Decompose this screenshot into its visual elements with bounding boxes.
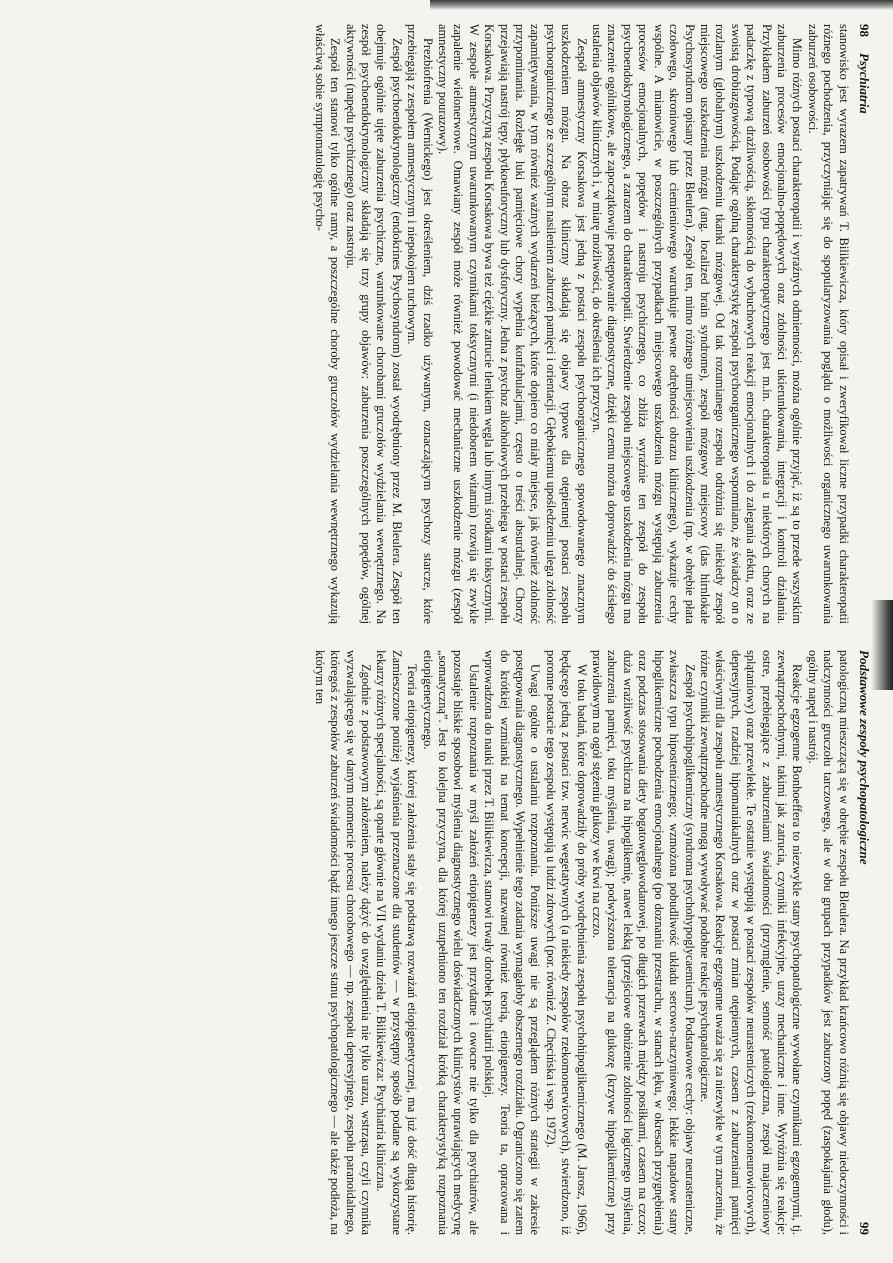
page-98: [312, 24, 872, 624]
running-title: Psychiatria: [857, 53, 872, 114]
paragraph: patologiczną mieszczącą się w obrębie zespołu Bleulera. Na przykład krańcowo różnią się objawy niedoczynności i nadczynności gruczołu tarczowego, ale w obu grupach przypadków jest zaburzony popęd (zaspokajania głodu), ogólny napęd i nastrój.: [805, 650, 851, 1235]
page-header: [857, 24, 872, 624]
paragraph: Teoria etiopigenezy, której założenia stały się podstawą rozważań etiopigenetycznej, ma już dość długą historię. Zamieszczone poniżej wyjaśnienia przeznaczone dla studentów — w przystępny sposób podane są wykorzystane lekarzy różnych specjalności, są oparte głównie na VII wydaniu dzieła T. Bilikiewicza: Psychiatria kliniczna.: [374, 650, 420, 1235]
paragraph: Zespół psychohipoglikemiczny (syndroma psychohypoglycaemicum). Podstawowe cechy: objawy neurasteniczne, zwłaszcza typu hipostenicznego; wzmożona pobudliwość układu sercowo-naczyniowego; lekkie napadowe stany hipoglikemiczne pochodzenia emocjonalnego (po doznaniu przestrachu, w stanach lęku, w okresach przygnębienia) oraz podczas stosowania diety bogatowęglowodanowej, po długich przerwach między posiłkami, czasem na czczo; duża wrażliwość psychiczna na hipoglikemię, nawet lekką (przejściowe obniżenie zdolności logicznego myślenia, zaburzenia pamięci, toku myślenia, uwagi); podwyższona tolerancja na glukozę (krzywe hipoglikemiczne) przy prawidłowym na ogół stężeniu glukozy we krwi na czczo.: [590, 650, 697, 1235]
paragraph: Zespół psychoendokrynologiczny (endokrines Psychosyndrom) został wyodrębniony przez M. Bleulera. Zespół ten obejmuje ogólnie ujęte zaburzenia psychiczne, warunkowane chorobami gruczołów wydzielania wewnętrznego. Na zespół psychoendokrynologiczny składają się trzy grupy objawów: zaburzenia poszczególnych popędów, ogólnej aktywności (napędu psychicznego) oraz nastroju.: [343, 24, 404, 624]
page-number: 99: [857, 1222, 872, 1235]
paragraph: stanowisko jest wyrazem zapatrywań T. Bilikiewicza, który opisał i zweryfikował liczne przypadki charakteropatii różnego pochodzenia, przyczyniając się do spopularyzowania poglądu o możliwości organicznego uwarunkowania zaburzeń osobowości.: [805, 24, 851, 624]
paragraph: W toku badań, które doprowadziły do próby wyodrębnienia zespołu psychohipoglikemicznego (M. Jarosz, 1966), będącego jedną z postaci tzw. nerwic wegetatywnych (a niekiedy zespołów rzekomonerwicowych), stwierdzono, iż poronne postacie tego zespołu występują u ludzi zdrowych (por. również Z. Chęcińska i wsp. 1972).: [543, 650, 589, 1235]
page-header: [857, 650, 872, 1235]
page-number: 98: [857, 24, 872, 37]
paragraph: Zespół amnestyczny Korsakowa jest jedną z postaci zespołu psychoorganicznego spowodowanego znacznym uszkodzeniem mózgu. Na obraz kliniczny składają się objawy typowe dla otępiennej postaci zespołu psychoorganicznego ze szczególnym nasileniem zaburzeń pamięci i orientacji. Głębokiemu upośledzeniu ulega zdolność zapamiętywania, w tym również ważnych wydarzeń bieżących, które dopiero co miały miejsce, jak również zdolność przypominania. Rozległe luki pamięciowe chory wypełnia konfabulacjami, często o treści absurdalnej. Chorzy przejawiają nastrój tępy, płytkoeuforyczny lub dysforyczny. Jedna z psychoz alkoholowych przebiega w postaci zespołu Korsakowa. Przyczyną zespołu Korsakowa bywa też ciężkie zatrucie tlenkiem węgla lub innymi środkami toksycznymi. W zespole amnestycznym uwarunkowanym czynnikami toksycznymi (i niedoborem witamin) rozwija się zwykle zapalenie wielonerwowe. Omawiany zespół może również powodować mechaniczne uszkodzenie mózgu (zespół amnestyczny pourazowy).: [436, 24, 589, 624]
page-99: [312, 650, 872, 1235]
paragraph: Ustalenie rozpoznania w myśl założeń etiopigenezy jest przydatne i owocne nie tylko dla psychiatrów, ale pozostaje bliskie sposobowi myślenia diagnostycznego wielu doświadczonych klinicystów uprawiających medycynę „somatyczną”. Jest to kolejna przyczyna, dla której uzupełniono ten rozdział krótką charakterystyką rozpoznania etiopigenetycznego.: [420, 650, 481, 1235]
paragraph: Prezbiofrenia (Wernickego) jest określeniem, dziś rzadko używanym, oznaczającym psychozy starcze, które przebiegają z zespołem amnestycznym i niepokojem ruchowym.: [405, 24, 435, 624]
scan-edge-shadow-top: [430, 0, 893, 10]
scan-edge-shadow-right: [871, 600, 893, 690]
paragraph: Mimo różnych postaci charakteropatii i wyraźnych odmienności, można ogólnie przyjąć, iż są to przede wszystkim zaburzenia procesów emocjonalno-popędowych oraz zdolności ukierunkowania, integracji i kontroli działania. Przykładem zaburzeń osobowości typu charakteropatycznego jest m.in. charakteropatia u niektórych chorych na padaczkę z typową drażliwością, skłonnością do wybuchowych reakcji emocjonalnych i do zalegania afektu, oraz ze swoistą drobiazgowością. Podając ogólną charakterystykę zespołu psychoorganicznego wspomniano, że świadczy on o rozlanym (globalnym) uszkodzeniu tkanki mózgowej. Od tak rozumianego zespołu odróżnia się niekiedy zespół miejscowego uszkodzenia mózgu (ang. localized brain syndrome), zespół mózgowy miejscowy (das hirnlokale Psychosyndrom opisany przez Bleulera). Zespół ten, mimo różnego umiejscowienia uszkodzenia (np. w obrębie płata czołowego, skroniowego lub ciemieniowego warunkuje pewne odrębności obrazu klinicznego), wykazuje cechy wspólne. A mianowicie, w poszczególnych przypadkach miejscowego uszkodzenia mózgu występują zaburzenia procesów emocjonalnych, popędów i nastroju psychicznego, co zbliża wyraźnie ten zespół do zespołu psychoendokrynologicznego, a zarazem do charakteropatii. Stwierdzenie zespołu miejscowego uszkodzenia mózgu ma znaczenie ogólnikowe, ale zapoczątkowuje postępowanie diagnostyczne, dzięki czemu można doprowadzić do ścisłego ustalenia objawów klinicznych i, w miarę możliwości, do określenia ich przyczyn.: [590, 24, 805, 624]
paragraph: Uwagi ogólne o ustalaniu rozpoznania. Poniższe uwagi nie są przeglądem różnych strategii w zakresie postępowania diagnostycznego. Wypełnienie tego zadania wymagałoby obszernego rozdziału. Ograniczono się zatem do krótkiej wzmianki na temat koncepcji, nazwanej również teorią, etiopigenezy. Teoria ta, opracowana i wprowadzona do nauki przez T. Bilikiewicza, stanowi trwały dorobek psychiatrii polskiej.: [482, 650, 543, 1235]
paragraph: Zespół ten stanowi tylko ogólne ramy, a poszczególne choroby gruczołów wydzielania wewnętrznego wykazują właściwą sobie symptomatologię psycho-: [312, 24, 343, 624]
running-title: Podstawowe zespoły psychopatologiczne: [857, 650, 872, 865]
paragraph: Reakcje egzogenne Bonhoeffera to niezwykle stany psychopatologiczne wywołane czynnikami egzogennymi, tj. zewnątrzpochodnymi, takimi jak zatrucia, czynniki infekcyjne, urazy mechaniczne i inne. Wyróżnia się reakcje: ostre, przebiegające z zaburzeniami świadomości (przymglenie, senność patologiczna, zespół majaczeniowy splątaniowy) oraz przewlekłe. Te ostatnie występują w postaci zespołów neurasteniczych (rzekomoneurowicowych), depresyjnych, rzadziej hipomaniakalnych oraz w postaci zmian otępiennych, czasem z zaburzeniami pamięci właściwymi dla zespołu amnestycznego Korsakowa. Reakcje egzogenne uważa się za niezwykłe w tym znaczeniu, że różne czynniki zewnątrzpochodne mogą wywoływać podobne reakcje psychopatologiczne.: [697, 650, 805, 1235]
paragraph: Zgodnie z podstawowym założeniem, należy dążyć do uwzględnienia nie tylko urazu, wstrząsu, czyli czynnika wyzwalającego się w danym momencie procesu chorobowego — np. zespołu depresyjnego, zespołu paranoidalnego, któregoś z zespołów zaburzeń świadomości bądź innego jeszcze stanu psychopatologicznego — ale także podłoża, na którym ten: [312, 650, 373, 1235]
